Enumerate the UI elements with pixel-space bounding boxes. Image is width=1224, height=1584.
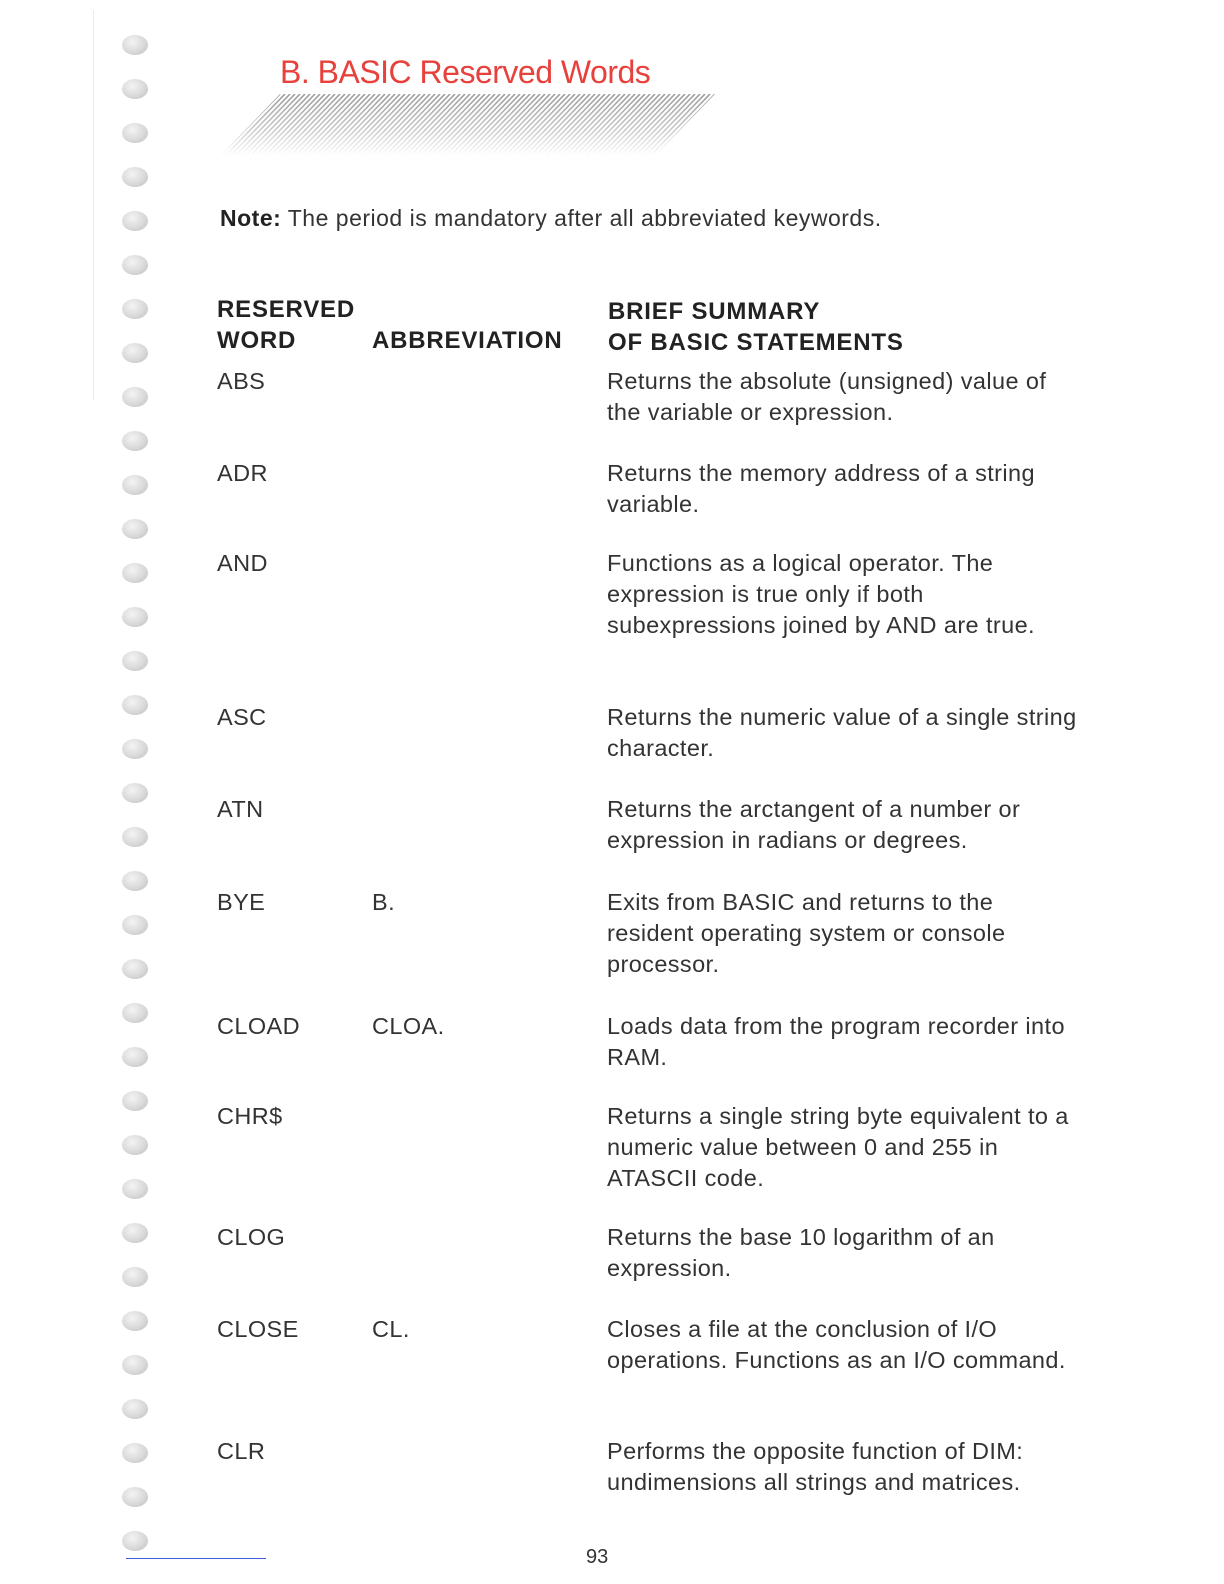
statement-summary: Returns the arctangent of a number or expression in radians or degrees. — [607, 796, 1021, 853]
binding-hole — [122, 1003, 148, 1023]
reserved-word: CHR$ — [217, 1103, 283, 1129]
binding-hole — [122, 211, 148, 231]
abbreviation: CL. — [372, 1316, 410, 1342]
binding-hole — [122, 1443, 148, 1463]
binding-hole — [122, 1355, 148, 1375]
statement-summary: Returns a single string byte equivalent to a numeric value between 0 and 255 in ATASCII code. — [607, 1103, 1069, 1191]
binding-hole — [122, 1487, 148, 1507]
reserved-word: CLR — [217, 1438, 266, 1464]
binding-hole — [122, 1399, 148, 1419]
reserved-word: CLOSE — [217, 1316, 299, 1342]
binding-hole — [122, 871, 148, 891]
binding-hole — [122, 1311, 148, 1331]
note — [220, 205, 882, 232]
binding-hole — [122, 167, 148, 187]
statement-summary: Performs the opposite function of DIM: undimensions all strings and matrices. — [607, 1438, 1024, 1495]
reserved-word: AND — [217, 550, 268, 576]
binding-hole — [122, 255, 148, 275]
statement-summary: Returns the absolute (unsigned) value of the variable or expression. — [607, 368, 1047, 425]
statement-summary: Loads data from the program recorder into RAM. — [607, 1013, 1065, 1070]
statement-summary: Exits from BASIC and returns to the resident operating system or console processor. — [607, 889, 1006, 977]
binding-hole — [122, 299, 148, 319]
header-abbreviation: ABBREVIATION — [372, 327, 563, 354]
binding-hole — [122, 915, 148, 935]
page-title: B. BASIC Reserved Words — [280, 54, 651, 90]
binding-hole — [122, 827, 148, 847]
binding-hole — [122, 1091, 148, 1111]
binding-hole — [122, 519, 148, 539]
page-margin-line — [93, 10, 94, 400]
binding-hole — [122, 79, 148, 99]
binding-hole — [122, 739, 148, 759]
header-brief-summary — [608, 296, 904, 358]
footer-rule — [126, 1558, 266, 1559]
abbreviation: CLOA. — [372, 1013, 445, 1039]
binding-hole — [122, 1179, 148, 1199]
reserved-word: ASC — [217, 704, 267, 730]
binding-hole — [122, 1531, 148, 1551]
header-reserved-word-line2: WORD — [217, 327, 297, 354]
binding-hole — [122, 431, 148, 451]
reserved-word: ADR — [217, 460, 268, 486]
binding-hole — [122, 783, 148, 803]
binding-hole — [122, 607, 148, 627]
statement-summary: Returns the base 10 logarithm of an expression. — [607, 1224, 995, 1281]
page-number: 93 — [586, 1546, 609, 1568]
note-label: Note: — [220, 205, 282, 231]
binding-hole — [122, 563, 148, 583]
abbreviation: B. — [372, 889, 396, 915]
header-brief-summary-line1: BRIEF SUMMARY — [608, 298, 821, 325]
statement-summary: Closes a file at the conclusion of I/O operations. Functions as an I/O command. — [607, 1316, 1066, 1373]
binding-hole — [122, 123, 148, 143]
header-reserved-word — [217, 294, 355, 356]
binding-hole — [122, 695, 148, 715]
binding-hole — [122, 475, 148, 495]
binding-hole — [122, 1135, 148, 1155]
binding-hole — [122, 1223, 148, 1243]
reserved-word: CLOG — [217, 1224, 286, 1250]
binding-hole — [122, 343, 148, 363]
binding-hole — [122, 35, 148, 55]
title-hatch-decoration — [220, 94, 715, 156]
reserved-word: ATN — [217, 796, 264, 822]
statement-summary: Returns the numeric value of a single string character. — [607, 704, 1077, 761]
binding-hole — [122, 387, 148, 407]
binding-hole — [122, 651, 148, 671]
reserved-word: BYE — [217, 889, 266, 915]
spiral-binding — [118, 30, 158, 1560]
reserved-word: ABS — [217, 368, 266, 394]
statement-summary: Functions as a logical operator. The expression is true only if both subexpressions joined by AND are true. — [607, 550, 1035, 638]
binding-hole — [122, 1267, 148, 1287]
reserved-word: CLOAD — [217, 1013, 300, 1039]
note-text: The period is mandatory after all abbreviated keywords. — [281, 205, 882, 231]
binding-hole — [122, 959, 148, 979]
statement-summary: Returns the memory address of a string variable. — [607, 460, 1035, 517]
binding-hole — [122, 1047, 148, 1067]
header-reserved-word-line1: RESERVED — [217, 296, 356, 323]
header-brief-summary-line2: OF BASIC STATEMENTS — [608, 329, 904, 356]
